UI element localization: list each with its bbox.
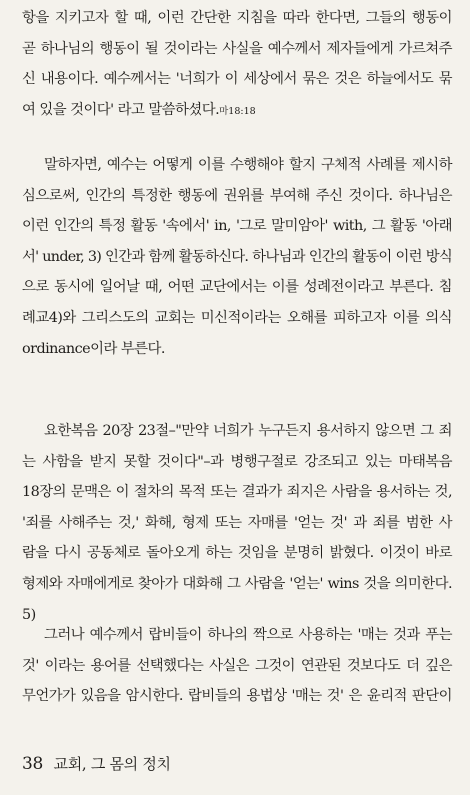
text-line: 무언가가 있음을 암시한다. 랍비들의 용법상 '매는 것' 은 윤리적 판단이 — [22, 688, 452, 705]
text-line: 말하자면, 예수는 어떻게 이를 수행해야 할지 구체적 사례를 제시하 — [44, 157, 452, 173]
paragraph-4 — [22, 620, 452, 712]
text-line: 례교4)와 그리스도의 교회는 미신적이라는 오해를 피하고자 이를 의식 — [22, 309, 452, 326]
text-line: 형제와 자매에게로 찾아가 대화해 그 사람을 '얻는' wins 것을 의미한다. — [22, 575, 452, 592]
text-line: 심으로써, 인간의 특정한 행동에 권위를 부여해 주신 것이다. 하나님은 — [22, 187, 452, 204]
text-line: '죄를 사해주는 것,' 화해, 형제 또는 자매를 '얻는 것' 과 죄를 범한 사 — [22, 514, 452, 531]
text-line: 요한복음 20장 23절–"만약 너희가 누구든지 용서하지 않으면 그 죄 — [44, 423, 452, 439]
text-line: 18장의 문맥은 이 절차의 목적 또는 결과가 죄지은 사람을 용서하는 것, — [22, 484, 452, 501]
page-footer — [22, 752, 171, 776]
text-line: 으로 동시에 일어날 때, 어떤 교단에서는 이를 성례전이라고 부른다. 침 — [22, 279, 452, 296]
running-title: 교회, 그 몸의 정치 — [53, 755, 171, 773]
text-line: 신 내용이다. 예수께서는 '너희가 이 세상에서 묶은 것은 하늘에서도 묶 — [22, 71, 452, 88]
paragraph-2 — [22, 150, 452, 364]
text-line: 이런 인간의 특정 활동 '속에서' in, '그로 말미암아' with, 그 활동 '아래 — [22, 218, 452, 235]
text-line-with-citation — [22, 95, 452, 128]
page-body — [22, 0, 452, 795]
text-line: 곧 하나님의 행동이 될 것이라는 사실을 예수께서 제자들에게 가르쳐주 — [22, 40, 452, 57]
text-line: 것' 이라는 용어를 선택했다는 사실은 그것이 연관된 것보다도 더 깊은 — [22, 657, 452, 674]
text-line: ordinance이라 부른다. — [22, 340, 165, 357]
paragraph-3 — [22, 416, 452, 630]
text-line: 여 있을 것이다' 라고 말씀하셨다. — [22, 101, 220, 118]
page-number: 38 — [22, 754, 44, 774]
footnote-marker: 5) — [22, 606, 36, 623]
text-line: 서' under, 3) 인간과 함께 활동하신다. 하나님과 인간의 활동이 이런 방식 — [22, 248, 452, 265]
scripture-citation: 마18:18 — [219, 105, 256, 117]
text-line: 그러나 예수께서 랍비들이 하나의 짝으로 사용하는 '매는 것과 푸는 — [44, 627, 452, 643]
text-line: 는 사함을 받지 못할 것이다"–과 병행구절로 강조되고 있는 마태복음 — [22, 453, 452, 470]
text-line: 람을 다시 공동체로 돌아오게 하는 것임을 분명히 밝혔다. 이것이 바로 — [22, 545, 452, 562]
paragraph-1 — [22, 3, 452, 127]
text-line: 항을 지키고자 할 때, 이런 간단한 지침을 따라 한다면, 그들의 행동이 — [22, 10, 452, 26]
